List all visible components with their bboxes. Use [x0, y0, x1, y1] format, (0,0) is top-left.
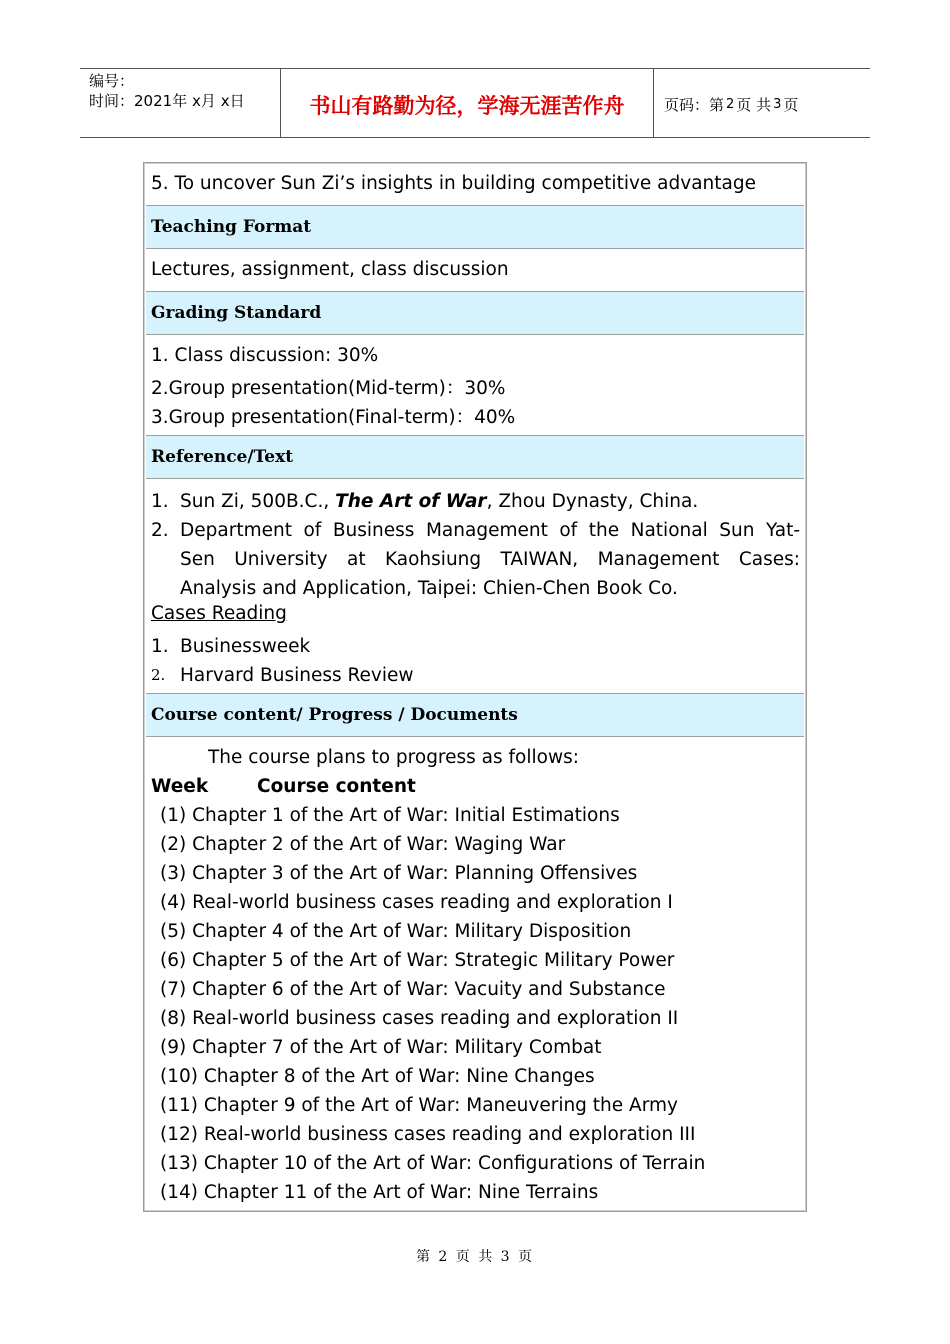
date-year-char: 年: [172, 92, 188, 110]
week-item: (12) Real-world business cases reading and exploration III: [160, 1124, 696, 1145]
objective-row: [146, 163, 804, 205]
section-title: Teaching Format: [151, 217, 312, 237]
case-number: 2.: [151, 666, 166, 684]
case-number: 1.: [151, 636, 169, 657]
reference-item: [151, 516, 800, 603]
week-item: (10) Chapter 8 of the Art of War: Nine Changes: [160, 1066, 595, 1087]
date-line: [89, 91, 280, 111]
week-item: (8) Real-world business cases reading and exploration II: [160, 1008, 679, 1029]
case-text: Harvard Business Review: [180, 665, 414, 686]
header-page-number: [654, 69, 870, 137]
reference-author: Sun Zi, 500B.C.,: [180, 491, 336, 512]
teaching-format-row: [146, 249, 804, 291]
cases-reading-heading: Cases Reading: [151, 603, 287, 624]
reference-line: Sen University at Kaohsiung TAIWAN, Management Cases:: [180, 549, 800, 570]
grading-row: [146, 335, 804, 435]
date-day-char: 日: [229, 92, 245, 110]
section-title: Grading Standard: [151, 303, 322, 323]
reference-number: 1.: [151, 491, 169, 512]
week-item: (6) Chapter 5 of the Art of War: Strategic Military Power: [160, 950, 675, 971]
footer-suffix: 页: [518, 1249, 535, 1265]
page-label: 页码：第: [664, 95, 725, 114]
week-item: (1) Chapter 1 of the Art of War: Initial Estimations: [160, 805, 620, 826]
page-current: 2: [726, 96, 735, 112]
section-header-grading: [146, 291, 804, 335]
reference-publisher: , Zhou Dynasty, China.: [486, 491, 699, 512]
page-header: [80, 68, 870, 138]
week-item: (9) Chapter 7 of the Art of War: Military Combat: [160, 1037, 602, 1058]
date-month: x: [192, 92, 201, 110]
week-item: (5) Chapter 4 of the Art of War: Military Disposition: [160, 921, 632, 942]
week-item: (4) Real-world business cases reading and exploration I: [160, 892, 673, 913]
reference-line: Department of Business Management of the National Sun Yat-: [180, 520, 800, 541]
grading-item: 2.Group presentation(Mid-term)：30%: [151, 378, 506, 399]
date-year: 2021: [134, 92, 173, 110]
reference-row: [146, 479, 804, 693]
teaching-format-content: Lectures, assignment, class discussion: [151, 259, 509, 280]
content-column-header: Course content: [257, 776, 416, 797]
section-title: Reference/Text: [151, 447, 294, 467]
week-item: (13) Chapter 10 of the Art of War: Configurations of Terrain: [160, 1153, 706, 1174]
week-item: (7) Chapter 6 of the Art of War: Vacuity and Substance: [160, 979, 666, 1000]
page-total: 3: [773, 96, 782, 112]
week-item: (3) Chapter 3 of the Art of War: Planning Offensives: [160, 863, 638, 884]
objective-item: 5. To uncover Sun Zi’s insights in building competitive advantage: [151, 173, 756, 194]
reference-line: Analysis and Application, Taipei: Chien-Chen Book Co.: [180, 578, 678, 599]
date-label: 时间：: [89, 92, 135, 110]
footer-prefix: 第: [415, 1249, 432, 1265]
section-header-teaching-format: [146, 205, 804, 249]
serial-label: 编号：: [89, 72, 135, 90]
case-item: [151, 661, 800, 690]
date-day: x: [220, 92, 230, 110]
reference-number: 2.: [151, 520, 169, 541]
section-header-course-content: [146, 693, 804, 737]
week-item: (2) Chapter 2 of the Art of War: Waging War: [160, 834, 566, 855]
reference-book-title: The Art of War: [335, 491, 487, 512]
course-intro: The course plans to progress as follows:: [208, 747, 579, 768]
footer-total-pages: 3: [500, 1249, 512, 1265]
reference-item: [151, 487, 800, 516]
grading-item: 1. Class discussion: 30%: [151, 345, 379, 366]
week-column-header: Week: [151, 776, 209, 797]
week-item: (11) Chapter 9 of the Art of War: Maneuvering the Army: [160, 1095, 678, 1116]
footer-mid: 页 共: [455, 1249, 495, 1265]
course-info-table: [143, 162, 807, 1212]
page-footer: [0, 1246, 950, 1266]
header-meta: [80, 69, 280, 137]
date-month-char: 月: [200, 92, 216, 110]
section-header-reference: [146, 435, 804, 479]
header-motto: 书山有路勤为径，学海无涯苦作舟: [280, 69, 654, 137]
section-title: Course content/ Progress / Documents: [151, 705, 518, 725]
week-item: (14) Chapter 11 of the Art of War: Nine Terrains: [160, 1182, 599, 1203]
page-end: 页: [783, 95, 799, 114]
case-item: [151, 632, 800, 661]
course-content-row: [146, 737, 804, 1209]
footer-current-page: 2: [438, 1249, 450, 1265]
case-text: Businessweek: [180, 636, 311, 657]
grading-item: 3.Group presentation(Final-term)：40%: [151, 407, 516, 428]
page-mid: 页 共: [736, 95, 772, 114]
